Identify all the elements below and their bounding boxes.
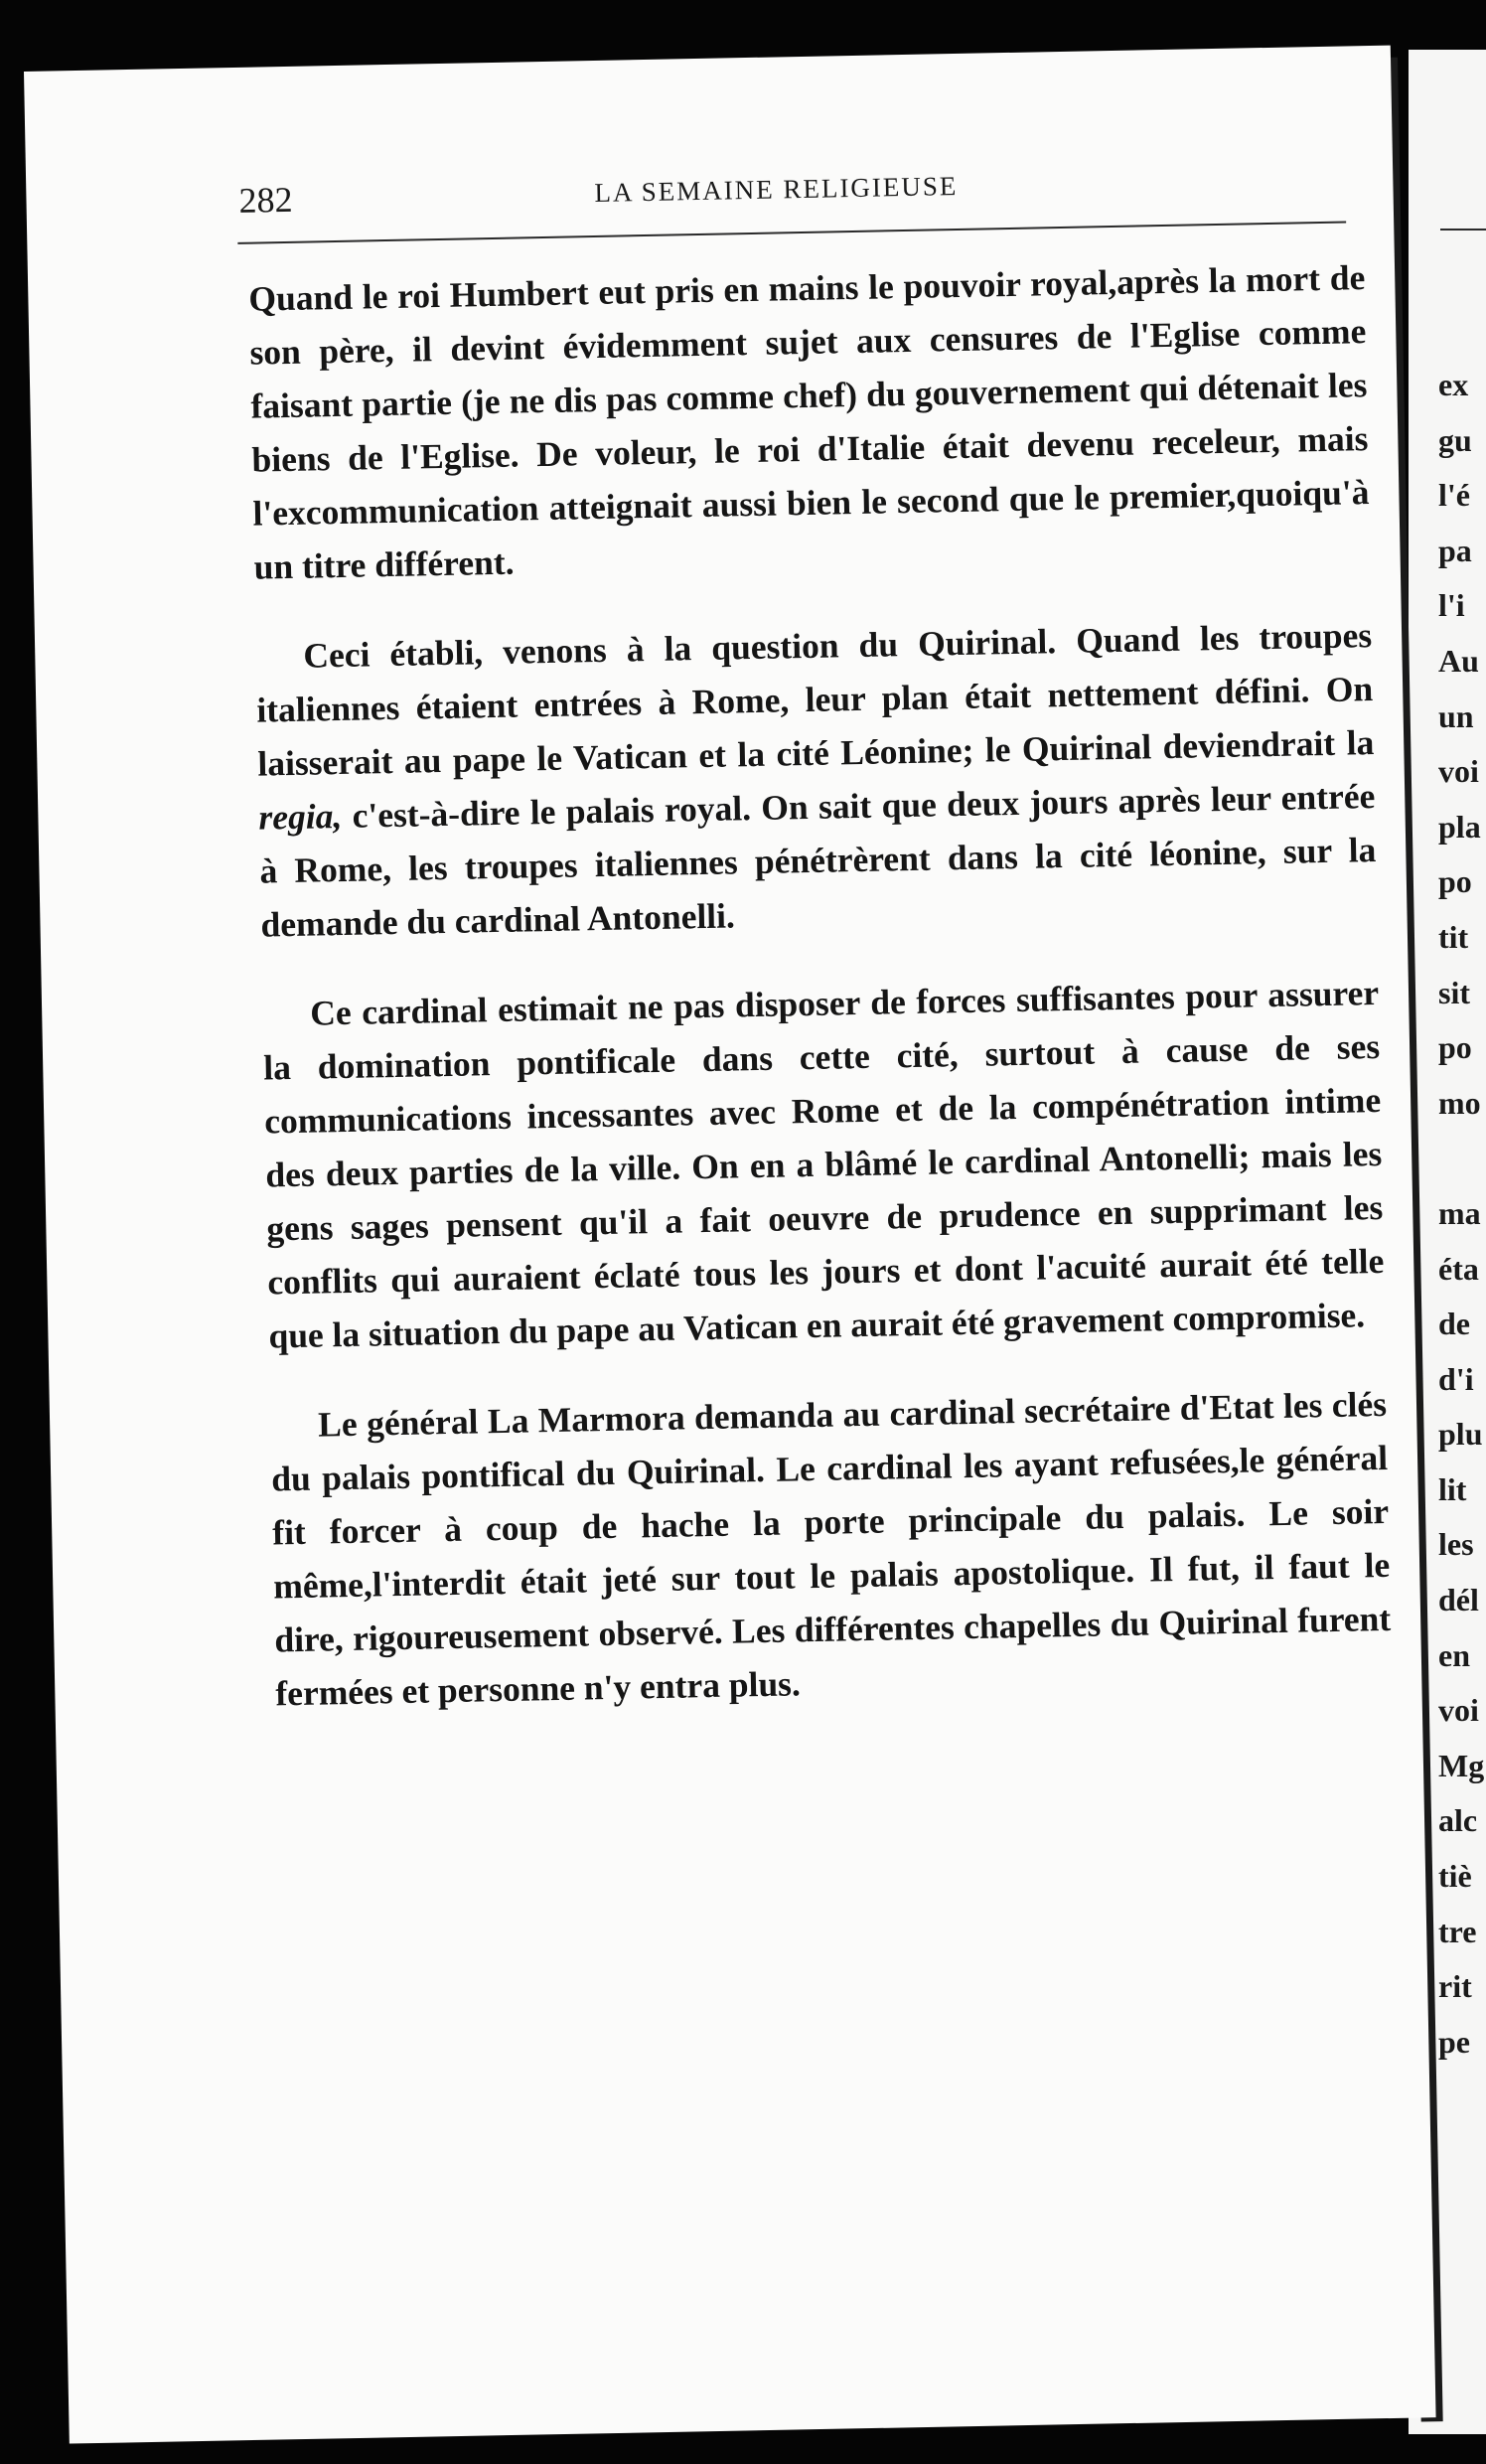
facing-page-fragment: pla xyxy=(1438,808,1481,845)
facing-page-fragment: dél xyxy=(1438,1582,1479,1618)
facing-page-fragment: gu xyxy=(1438,421,1472,458)
facing-page-fragment xyxy=(1438,1131,1484,1186)
facing-page-fragment: les xyxy=(1438,1526,1474,1563)
facing-page-fragment: l'é xyxy=(1438,477,1470,514)
facing-page-text-fragments xyxy=(1438,358,1484,2070)
paragraph-1: Quand le roi Humbert eut pris en mains le pouvoir royal,après la mort de son père, il devint évidemment sujet aux censures de l'Eglise comme faisant partie (je ne dis pas comme chef) du gouvernement qui détenait les biens de l'Eglise. De voleur, le roi d'Italie était devenu receleur, mais l'excommunication atteignait aussi bien le second que le premier,quoiqu'à un titre différent. xyxy=(248,257,1370,587)
facing-page-fragment: Mg xyxy=(1438,1747,1485,1783)
facing-page-fragment: voi xyxy=(1438,753,1479,790)
paragraph-2 xyxy=(255,608,1378,952)
facing-page-rule xyxy=(1440,229,1486,231)
facing-page-fragment: ma xyxy=(1438,1194,1481,1231)
facing-page-fragment: sit xyxy=(1438,974,1470,1010)
facing-page-fragment: pe xyxy=(1438,2023,1470,2060)
facing-page-fragment: l'i xyxy=(1438,587,1465,624)
running-head: LA SEMAINE RELIGIEUSE xyxy=(594,170,959,208)
facing-page-fragment: mo xyxy=(1438,1084,1481,1121)
facing-page-fragment: po xyxy=(1438,1029,1472,1066)
facing-page-fragment: de xyxy=(1438,1306,1470,1342)
facing-page-fragment: tit xyxy=(1438,918,1469,955)
facing-page-fragment: tiè xyxy=(1438,1858,1472,1895)
facing-page-fragment: po xyxy=(1438,863,1472,900)
header-rule xyxy=(237,221,1346,243)
paragraph-2-end: c'est-à-dire le palais royal. On sait que deux jours après leur entrée à Rome, les troupes italiennes pénétrèrent dans la cité léonine, sur la demande du cardinal Antonelli. xyxy=(259,776,1377,945)
facing-page-fragment: en xyxy=(1438,1636,1470,1673)
facing-page-fragment: lit xyxy=(1438,1470,1467,1507)
facing-page-fragment: tre xyxy=(1438,1913,1477,1949)
body-text xyxy=(248,250,1393,1756)
facing-page-fragment: d'i xyxy=(1438,1360,1474,1397)
paragraph-4: Le général La Marmora demanda au cardinal secrétaire d'Etat les clés du palais pontifical du Quirinal. Le cardinal les ayant refusées,le général fit forcer à coup de hache la porte principale du palais. Le soir même,l'interdit était jeté sur tout le palais apostolique. Il fut, il faut le dire, rigoureusement observé. Les différentes chapelles du Quirinal furent fermées et personne n'y entra plus. xyxy=(270,1383,1392,1714)
facing-page-fragment: pa xyxy=(1438,532,1472,568)
facing-page-fragment: plu xyxy=(1438,1416,1483,1453)
facing-page-fragment: Au xyxy=(1438,642,1479,679)
book-page xyxy=(24,46,1436,2444)
paragraph-2-start: Ceci établi, venons à la question du Quirinal. Quand les troupes italiennes étaient entrées à Rome, leur plan était nettement défini. On laisserait au pape le Vatican et la cité Léonine; le Quirinal deviendrait la xyxy=(255,615,1375,784)
paragraph-3: Ce cardinal estimait ne pas disposer de forces suffisantes pour assurer la domination pontificale dans cette cité, surtout à cause de ses communications incessantes avec Rome et de la compénétration intime des deux parties de la ville. On en a blâmé le cardinal Antonelli; mais les gens sages pensent qu'il a fait oeuvre de prudence en supprimant les conflits qui auraient éclaté tous les jours et dont l'acuité aurait été telle que la situation du pape au Vatican en aurait été gravement compromise. xyxy=(262,972,1385,1356)
facing-page-fragment: alc xyxy=(1438,1802,1478,1839)
facing-page-fragment: voi xyxy=(1438,1692,1479,1729)
facing-page-fragment: ex xyxy=(1438,367,1469,402)
facing-page-fragment: éta xyxy=(1438,1250,1479,1287)
page-number: 282 xyxy=(238,179,293,221)
facing-page-fragment: rit xyxy=(1438,1968,1472,2005)
facing-page-fragment: un xyxy=(1438,697,1474,734)
paragraph-2-italic: regia, xyxy=(258,795,343,838)
